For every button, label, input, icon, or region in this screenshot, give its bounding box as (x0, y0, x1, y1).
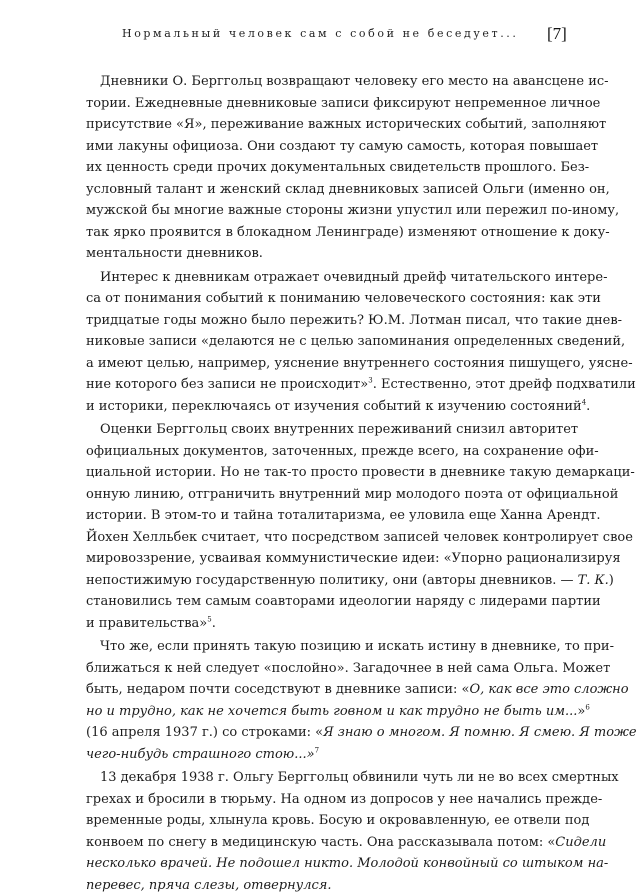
text-span: непостижимую государственную политику, они (авторы дневников. — (86, 573, 578, 588)
text-line: временные роды, хлынула кровь. Босую и окровавленную, ее отвели под (86, 810, 562, 832)
body-text (86, 71, 562, 896)
text-line: и историки, переключаясь от изучения событий к изучению состояний$^4$. (86, 396, 562, 418)
footnote-ref[interactable]: 4 (582, 398, 586, 406)
text-line: перевес, пряча слезы, отвернулся. (86, 875, 562, 896)
paragraph (86, 767, 562, 896)
text-line: Дневники О. Берггольц возвращают человеку его место на авансцене ис- (86, 71, 562, 93)
text-line: их ценность среди прочих документальных свидетельств прошлого. Без- (86, 157, 562, 179)
text-span: быть, недаром почти соседствуют в дневнике записи: « (86, 682, 469, 697)
text-line: условный талант и женский склад дневниковых записей Ольги (именно он, (86, 179, 562, 201)
text-span: ) (609, 573, 614, 588)
page-number: [7] (547, 24, 567, 44)
author-initials: Т. К. (578, 573, 609, 588)
footnote-ref[interactable]: 6 (585, 703, 589, 711)
text-span: ние которого без записи не происходит» (86, 377, 368, 392)
text-line: ими лакуны официоза. Они создают ту самую самость, которая повышает (86, 136, 562, 158)
quote-text: О, как все это сложно (469, 682, 628, 697)
text-span: (16 апреля 1937 г.) со строками: « (86, 725, 323, 740)
text-line: мужской бы многие важные стороны жизни упустил или пережил по-иному, (86, 200, 562, 222)
text-span: . Естественно, этот дрейф подхватили (373, 377, 636, 392)
quote-text: Я знаю о многом. Я помню. Я смею. Я тоже (323, 725, 636, 740)
footnote-ref[interactable]: 3 (368, 377, 372, 385)
text-line: и правительства»$^5$. (86, 613, 562, 635)
text-line: грехах и бросили в тюрьму. На одном из допросов у нее начались прежде- (86, 789, 562, 811)
text-line (86, 832, 562, 854)
text-line: Йохен Хелльбек считает, что посредством записей человек контролирует свое (86, 527, 562, 549)
text-line: становились тем самым соавторами идеологии наряду с лидерами партии (86, 591, 562, 613)
text-line (86, 722, 562, 744)
text-span: » (577, 704, 585, 719)
text-line (86, 744, 562, 766)
quote-text: Сидели (555, 835, 606, 850)
quote-text: но и трудно, как не хочется быть говном и как трудно не быть им... (86, 704, 577, 719)
text-line: са от понимания событий к пониманию человеческого состояния: как эти (86, 288, 562, 310)
text-line: мировоззрение, усваивая коммунистические идеи: «Упорно рационализируя (86, 548, 562, 570)
text-line: так ярко проявится в блокадном Ленинграде) изменяют отношение к доку- (86, 222, 562, 244)
footnote-ref[interactable]: 5 (207, 615, 211, 623)
text-line: тридцатые годы можно было пережить? Ю.М. Лотман писал, что такие днев- (86, 310, 562, 332)
text-line: онную линию, отграничить внутренний мир молодого поэта от официальной (86, 484, 562, 506)
text-line: истории. В этом-то и тайна тоталитаризма, ее уловила еще Ханна Арендт. (86, 505, 562, 527)
paragraph (86, 636, 562, 765)
text-line: несколько врачей. Не подошел никто. Молодой конвойный со штыком на- (86, 853, 562, 875)
text-line (86, 570, 562, 592)
text-line: 13 декабря 1938 г. Ольгу Берггольц обвинили чуть ли не во всех смертных (86, 767, 562, 789)
paragraph (86, 71, 562, 265)
paragraph (86, 267, 562, 418)
text-line: никовые записи «делаются не с целью запоминания определенных сведений, (86, 331, 562, 353)
text-span: конвоем по снегу в медицинскую часть. Она рассказывала потом: « (86, 835, 555, 850)
text-line: циальной истории. Но не так-то просто провести в дневнике такую демаркаци- (86, 462, 562, 484)
text-line: Интерес к дневникам отражает очевидный дрейф читательского интере- (86, 267, 562, 289)
page-header (0, 24, 637, 46)
text-line (86, 374, 562, 396)
text-line: тории. Ежедневные дневниковые записи фиксируют непременное личное (86, 93, 562, 115)
text-line: ментальности дневников. (86, 243, 562, 265)
text-line (86, 701, 562, 723)
text-span: и историки, переключаясь от изучения событий к изучению состояний (86, 399, 582, 414)
text-line: а имеют целью, например, уяснение внутреннего состояния пишущего, уясне- (86, 353, 562, 375)
text-line: Что же, если принять такую позицию и искать истину в дневнике, то при- (86, 636, 562, 658)
text-line: ближаться к ней следует «послойно». Загадочнее в ней сама Ольга. Может (86, 658, 562, 680)
text-line: официальных документов, заточенных, прежде всего, на сохранение офи- (86, 441, 562, 463)
paragraph (86, 419, 562, 634)
text-span: и правительства» (86, 616, 207, 631)
text-line (86, 679, 562, 701)
footnote-ref[interactable]: 7 (315, 746, 319, 754)
text-line: присутствие «Я», переживание важных исторических событий, заполняют (86, 114, 562, 136)
running-title: Нормальный человек сам с собой не беседует... (122, 27, 519, 40)
quote-text: чего-нибудь страшного стою...» (86, 747, 315, 762)
text-line: Оценки Берггольц своих внутренних переживаний снизил авторитет (86, 419, 562, 441)
